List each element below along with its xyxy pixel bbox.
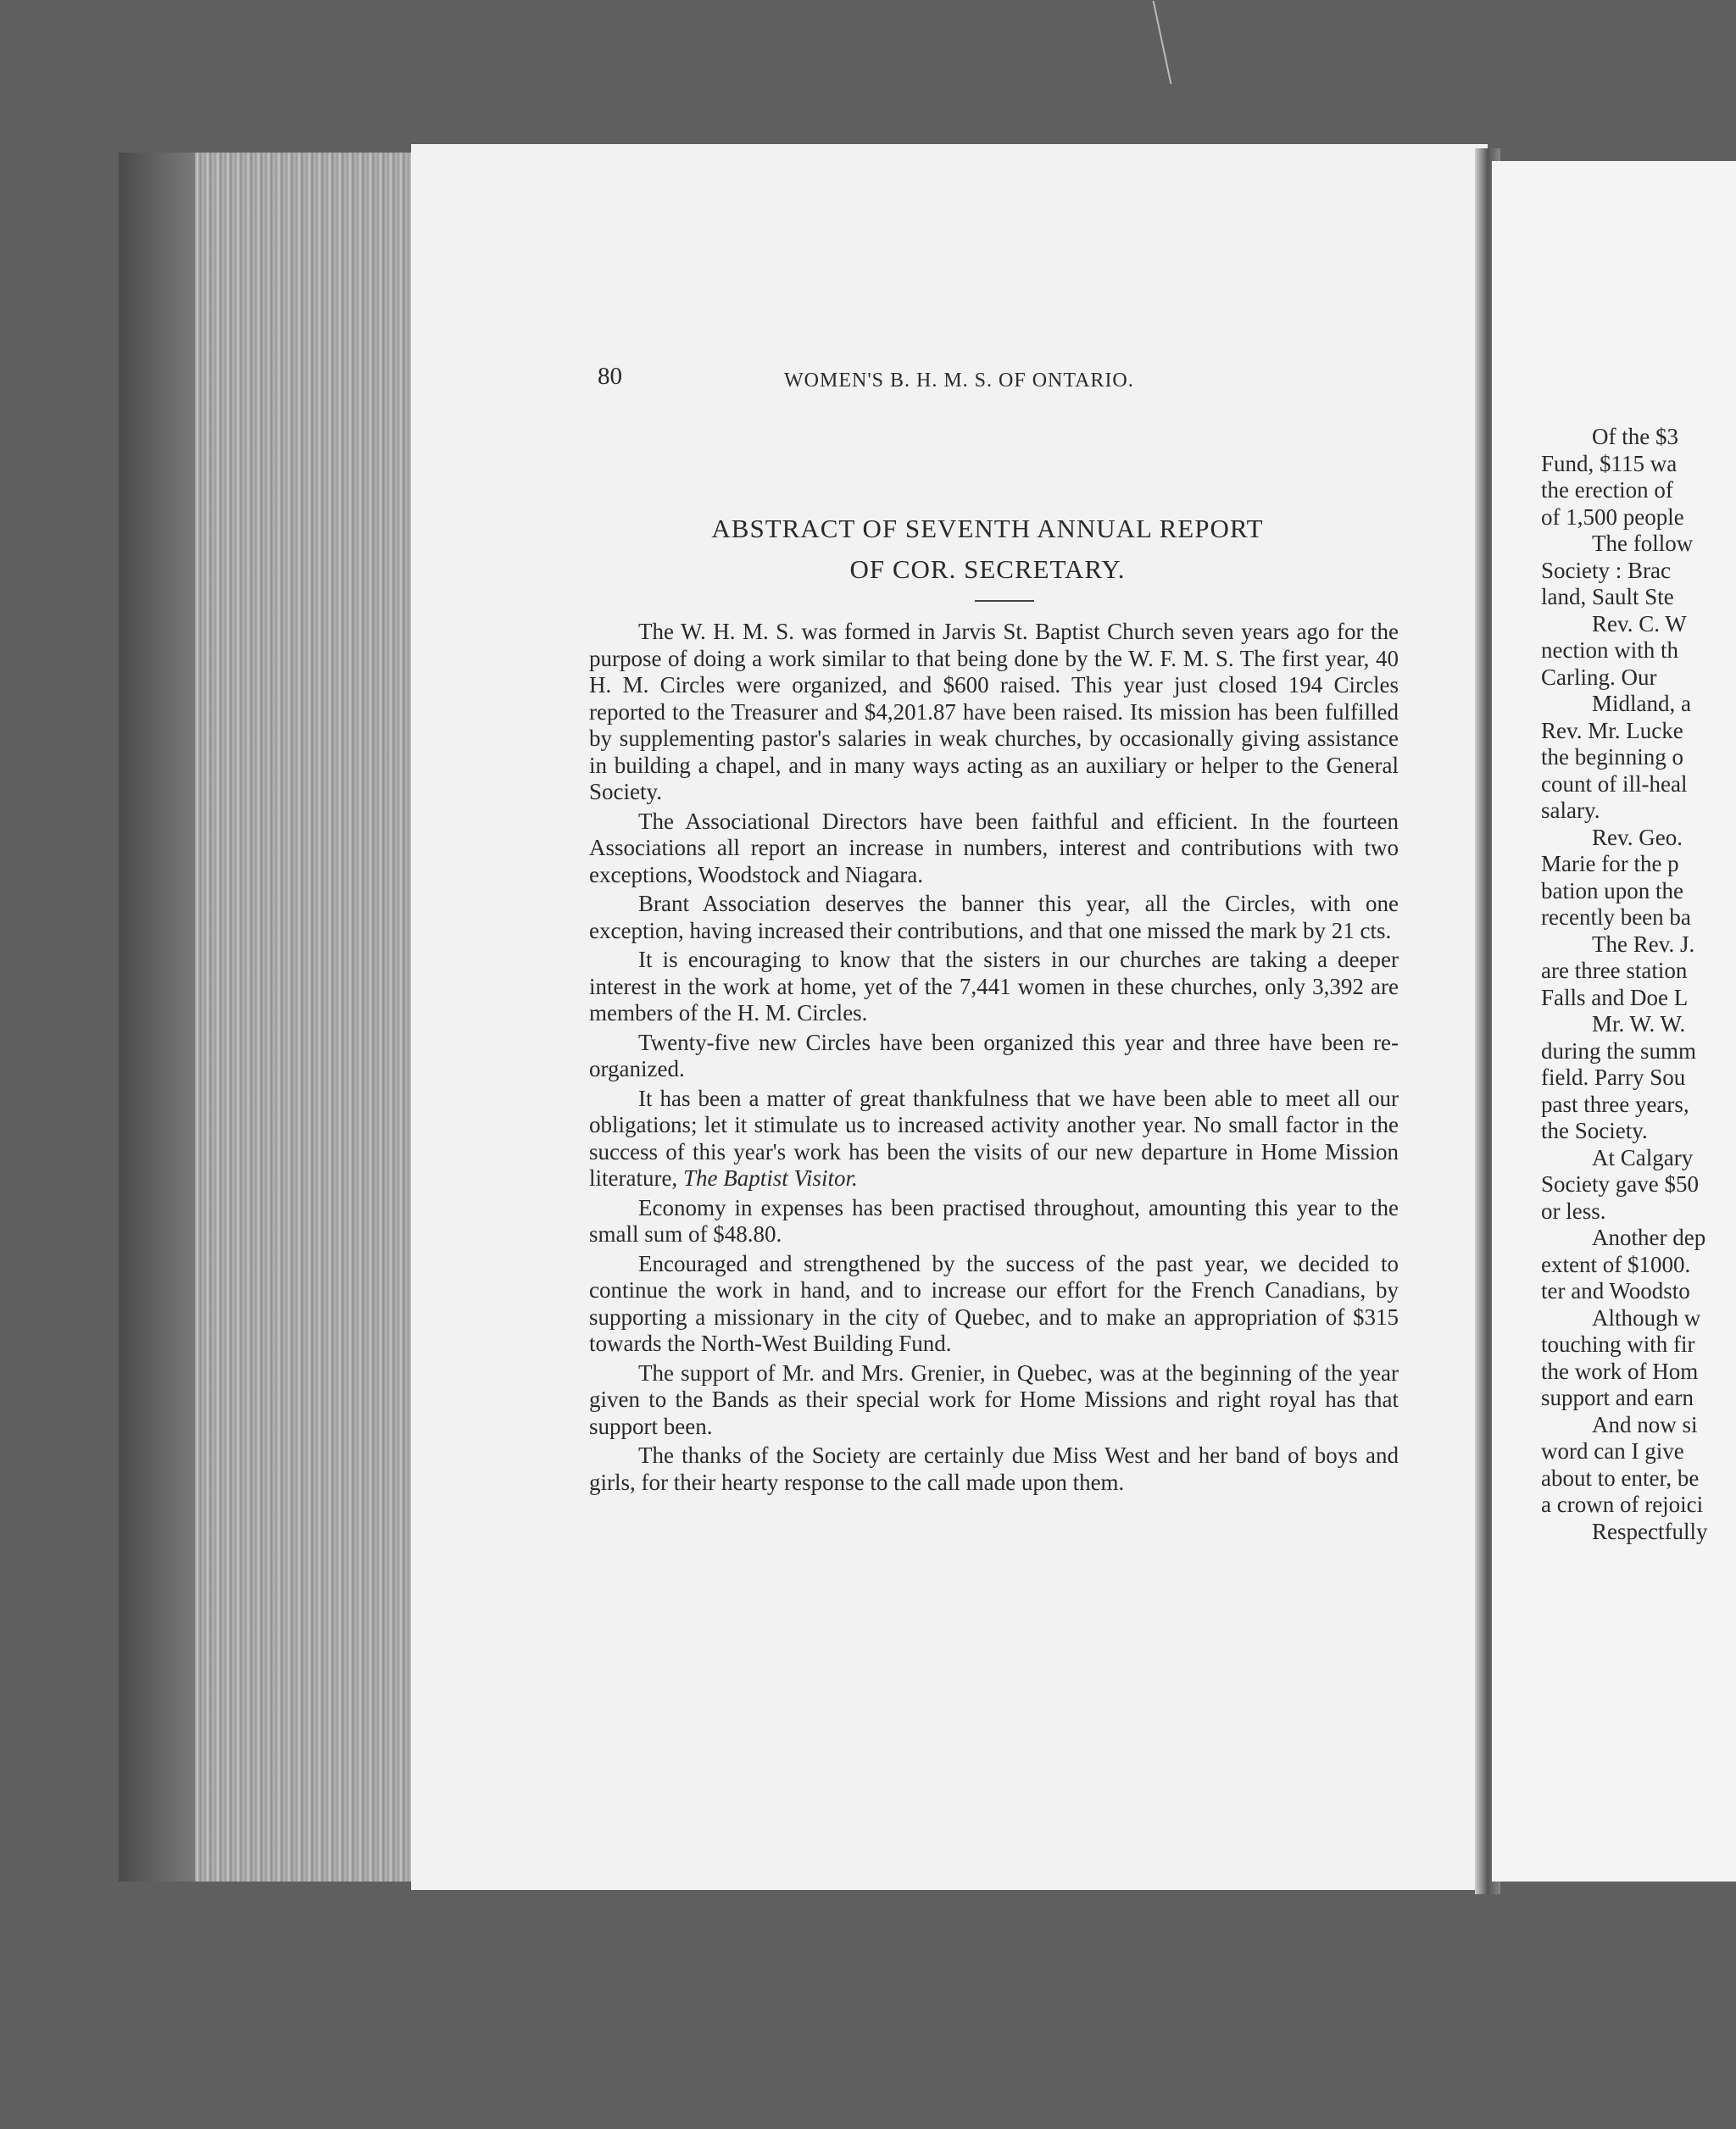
paragraph-text: It has been a matter of great thankfulness that we have been able to meet all our obligations; let it stimulate us to increased activity another year. No small factor in the success of this year's work has been the visits of our new departure in Home Mission literature, xyxy=(589,1085,1399,1191)
right-page-line: ter and Woodsto xyxy=(1541,1278,1690,1304)
right-page-line: nection with th xyxy=(1541,637,1678,663)
right-page-line: support and earn xyxy=(1541,1385,1694,1410)
paragraph: The W. H. M. S. was formed in Jarvis St. Baptist Church seven years ago for the purpose of doing a work similar to that being done by the W. F. M. S. The first year, 40 H. M. Circles were organized, and $600 raised. This year just closed 194 Circles reported to the Treasurer and $4,201.87 have been raised. Its mission has been fulfilled by supplementing pastor's salaries in weak churches, by occasionally giving assistance in building a chapel, and in many ways acting as an auxiliary or helper to the General Society. xyxy=(589,619,1399,804)
right-page-line: extent of $1000. xyxy=(1541,1251,1691,1277)
right-page-line: Mr. W. W. xyxy=(1592,1011,1686,1037)
right-page-line: The follow xyxy=(1592,531,1694,556)
report-body xyxy=(589,619,1399,1498)
right-page-line: Another dep xyxy=(1592,1225,1706,1250)
title-rule xyxy=(975,600,1034,602)
right-page-line: The Rev. J. xyxy=(1592,931,1695,957)
right-page-line: are three station xyxy=(1541,958,1688,983)
right-page-line: the work of Hom xyxy=(1541,1358,1699,1384)
right-page-line: Falls and Doe L xyxy=(1541,984,1689,1010)
paragraph: Brant Association deserves the banner this year, all the Circles, with one exception, having increased their contributions, and that one missed the mark by 21 cts. xyxy=(589,891,1399,943)
right-page-line: Society gave $50 xyxy=(1541,1171,1699,1197)
paragraph: The thanks of the Society are certainly due Miss West and her band of boys and girls, for their hearty response to the call made upon them. xyxy=(589,1442,1399,1495)
right-page-line: or less. xyxy=(1541,1198,1606,1224)
right-page-line: bation upon the xyxy=(1541,877,1683,903)
right-page-line: during the summ xyxy=(1541,1037,1696,1064)
paragraph: Twenty-five new Circles have been organized this year and three have been re-organized. xyxy=(589,1029,1399,1081)
paragraph: The Associational Directors have been faithful and efficient. In the fourteen Associations all report an increase in numbers, interest and contributions with two exceptions, Woodstock and Niagara. xyxy=(589,808,1399,887)
right-page-line: word can I give xyxy=(1541,1438,1684,1464)
book-cover-edge xyxy=(119,153,195,1882)
right-page-line: Midland, a xyxy=(1592,691,1691,716)
right-page-line: about to enter, be xyxy=(1541,1465,1700,1491)
right-page-text xyxy=(1541,424,1736,1545)
right-page-line: the Society. xyxy=(1541,1118,1648,1143)
right-page-line: Although w xyxy=(1592,1304,1701,1331)
right-page-line: count of ill-heal xyxy=(1541,770,1688,797)
right-page-line: land, Sault Ste xyxy=(1541,584,1674,609)
right-page-line: the beginning o xyxy=(1541,744,1683,770)
paragraph-with-title xyxy=(589,1086,1399,1192)
right-page-line: Fund, $115 wa xyxy=(1541,450,1678,476)
right-page-line: Marie for the p xyxy=(1541,851,1679,876)
right-page-line: Carling. Our xyxy=(1541,664,1657,690)
right-page-line: Rev. Geo. xyxy=(1592,824,1683,850)
page-number: 80 xyxy=(598,363,622,390)
left-page xyxy=(411,144,1488,1890)
paragraph: Encouraged and strengthened by the success of the past year, we decided to continue the work in hand, and to increase our effort for the French Canadians, by supporting a missionary in the city of Quebec, and to make an appropriation of $315 towards the North-West Building Fund. xyxy=(589,1250,1399,1356)
paragraph: Economy in expenses has been practised throughout, amounting this year to the small sum of $48.80. xyxy=(589,1194,1399,1247)
title-line-2: OF COR. SECRETARY. xyxy=(849,554,1126,584)
paragraph: It is encouraging to know that the sisters in our churches are taking a deeper interest in the work at home, yet of the 7,441 women in these churches, only 3,392 are members of the H. M. Circles. xyxy=(589,947,1399,1026)
paragraph: The support of Mr. and Mrs. Grenier, in Quebec, was at the beginning of the year given to the Bands as their special work for Home Missions and right royal has that support been. xyxy=(589,1359,1399,1439)
right-page-line: the erection of xyxy=(1541,477,1673,503)
right-page-line: of 1,500 people xyxy=(1541,503,1684,530)
right-page-line: Respectfully xyxy=(1592,1518,1708,1544)
report-title xyxy=(521,509,1454,590)
right-page-line: salary. xyxy=(1541,798,1600,823)
running-head: WOMEN'S B. H. M. S. OF ONTARIO. xyxy=(784,370,1134,392)
right-page-line: recently been ba xyxy=(1541,904,1691,930)
publication-title: The Baptist Visitor. xyxy=(682,1165,858,1191)
right-page-line: And now si xyxy=(1592,1411,1698,1437)
hair-artifact xyxy=(1153,1,1172,84)
right-page-line: Of the $3 xyxy=(1592,424,1678,449)
right-page-line: field. Parry Sou xyxy=(1541,1064,1686,1090)
title-line-1: ABSTRACT OF SEVENTH ANNUAL REPORT xyxy=(711,514,1264,543)
right-page-line: Society : Brac xyxy=(1541,557,1671,583)
right-page-line: past three years, xyxy=(1541,1091,1689,1117)
right-page-line: touching with fir xyxy=(1541,1331,1695,1357)
right-page-line: Rev. C. W xyxy=(1592,610,1687,636)
right-page xyxy=(1492,161,1736,1882)
right-page-line: At Calgary xyxy=(1592,1144,1694,1170)
right-page-line: a crown of rejoici xyxy=(1541,1492,1704,1517)
right-page-line: Rev. Mr. Lucke xyxy=(1541,717,1683,743)
